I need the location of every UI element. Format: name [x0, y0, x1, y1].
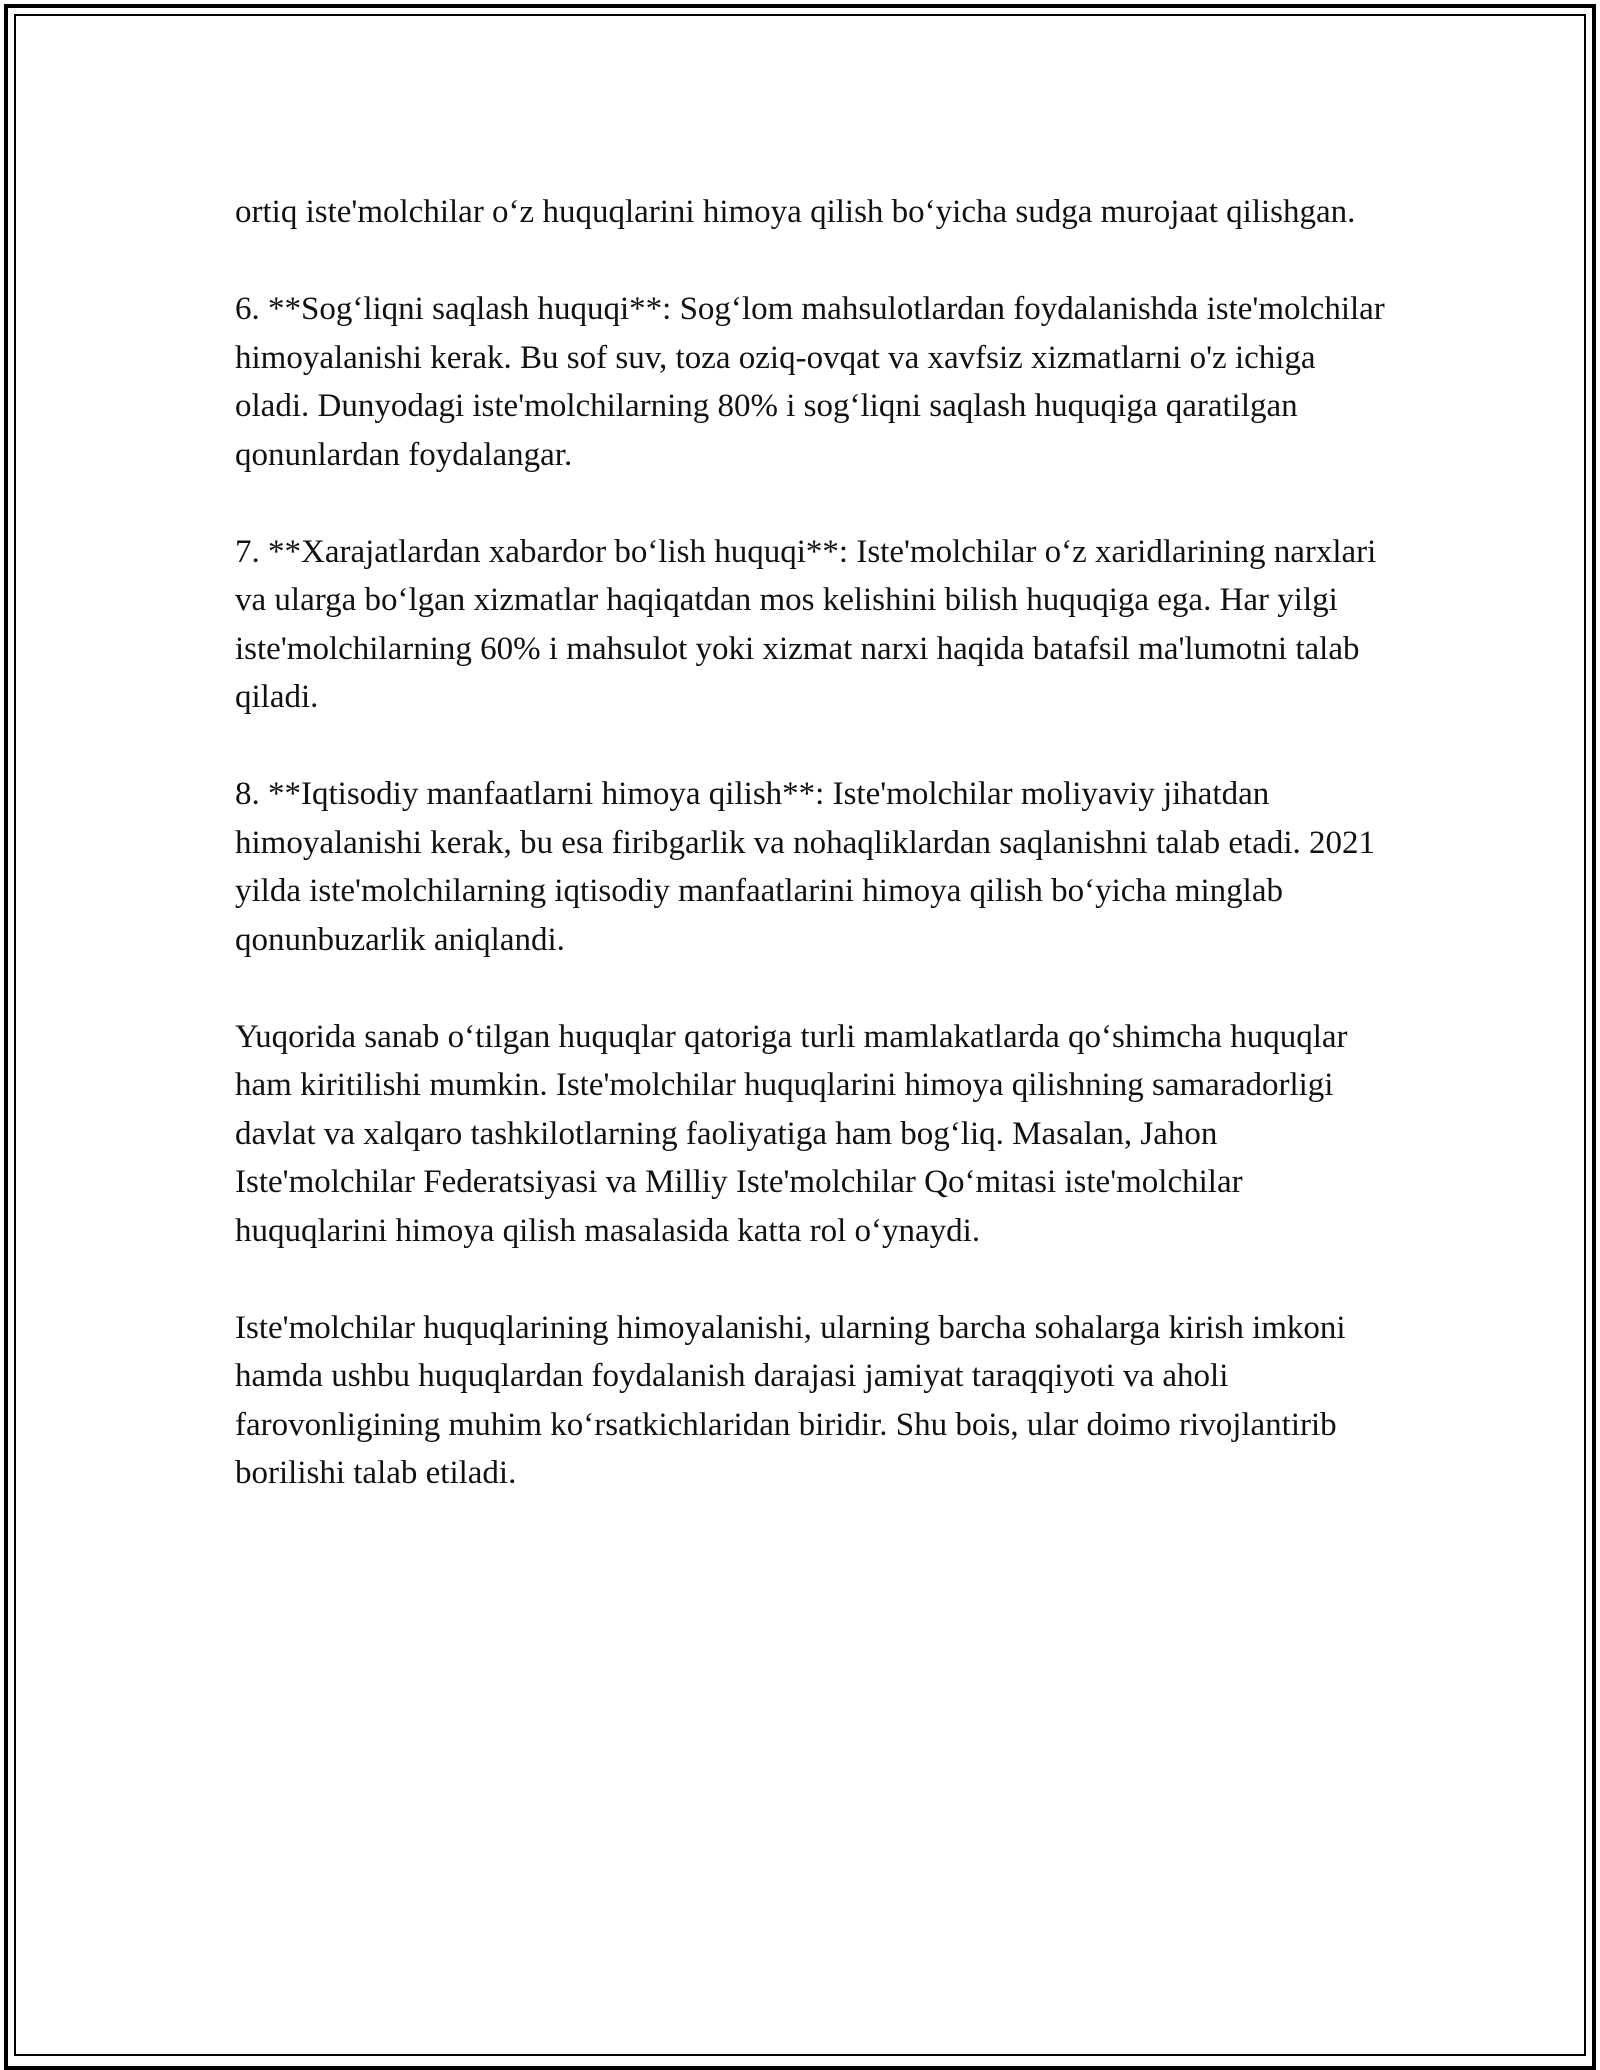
paragraph-conclusion: Iste'molchilar huquqlarining himoyalanishi, ularning barcha sohalarga kirish imkoni hamda ushbu huquqlardan foydalanish darajasi jamiyat taraqqiyoti va aholi farovonligining muhim ko‘rsatkichlaridan biridir. Shu bois, ular doimo rivojlantirib borilishi talab etiladi.	[235, 1309, 1346, 1491]
paragraph-cost-awareness-right: 7. **Xarajatlardan xabardor bo‘lish huquqi**: Iste'molchilar o‘z xaridlarining narxlari va ularga bo‘lgan xizmatlar haqiqatdan mos kelishini bilish huquqiga ega. Har yilgi iste'molchilarning 60% i mahsulot yoki xizmat narxi haqida batafsil ma'lumotni talab qiladi.	[235, 533, 1377, 715]
paragraph-additional-rights: Yuqorida sanab o‘tilgan huquqlar qatoriga turli mamlakatlarda qo‘shimcha huquqlar ham kiritilishi mumkin. Iste'molchilar huquqlarini himoya qilishning samaradorligi davlat va xalqaro tashkilotlarning faoliyatiga ham bog‘liq. Masalan, Jahon Iste'molchilar Federatsiyasi va Milliy Iste'molchilar Qo‘mitasi iste'molchilar huquqlarini himoya qilish masalasida katta rol o‘ynaydi.	[235, 1018, 1348, 1249]
paragraph-continuation: ortiq iste'molchilar o‘z huquqlarini himoya qilish bo‘yicha sudga murojaat qilishgan.	[235, 194, 1356, 230]
paragraph-health-right: 6. **Sog‘liqni saqlash huquqi**: Sog‘lom mahsulotlardan foydalanishda iste'molchilar himoyalanishi kerak. Bu sof suv, toza oziq-ovqat va xavfsiz xizmatlarni o'z ichiga oladi. Dunyodagi iste'molchilarning 80% i sog‘liqni saqlash huquqiga qaratilgan qonunlardan foydalangar.	[235, 291, 1385, 473]
document-body	[235, 188, 1395, 1546]
paragraph-economic-interests: 8. **Iqtisodiy manfaatlarni himoya qilish**: Iste'molchilar moliyaviy jihatdan himoyalanishi kerak, bu esa firibgarlik va nohaqliklardan saqlanishni talab etadi. 2021 yilda iste'molchilarning iqtisodiy manfaatlarini himoya qilish bo‘yicha minglab qonunbuzarlik aniqlandi.	[235, 776, 1376, 958]
